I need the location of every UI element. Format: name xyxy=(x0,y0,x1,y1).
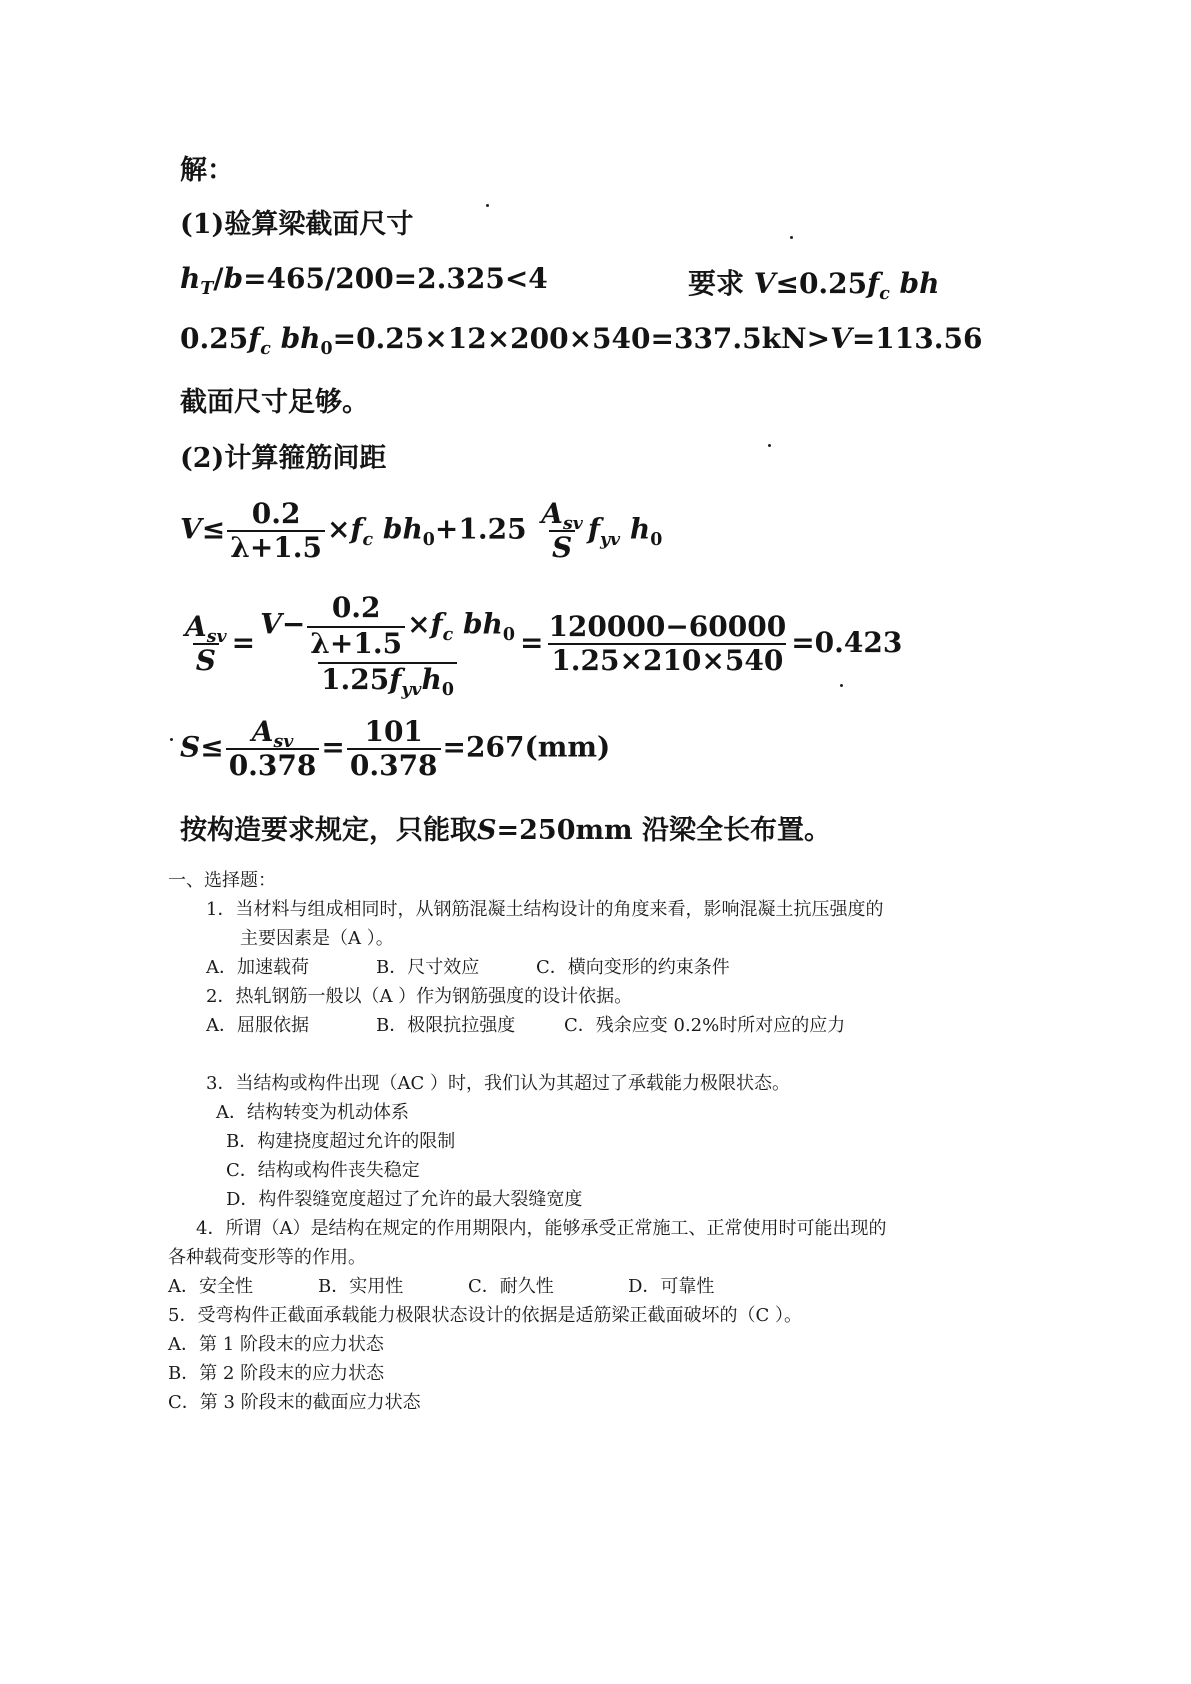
question-3-option-d: D．构件裂缝宽度超过了允许的最大裂缝宽度 xyxy=(226,1189,583,1210)
question-3-option-b: B．构建挠度超过允许的限制 xyxy=(226,1131,456,1152)
option-a: A．加速载荷 xyxy=(206,957,309,978)
question-4-line-1: 4．所谓（A）是结构在规定的作用期限内，能够承受正常施工、正常使用时可能出现的 xyxy=(196,1218,887,1239)
shear-capacity-formula: V≤ $\frac{0.2}{\lambda+1.5}$ $\times f_c$ $bh_0+1.25$ $\frac{A_{sv}}{S}$ $f_{yv}$ $h_0$ xyxy=(180,497,663,565)
step2-heading: (2)计算箍筋间距 xyxy=(180,443,387,474)
option-c: C．残余应变 0.2%时所对应的应力 xyxy=(564,1015,846,1036)
option-c: C．耐久性 xyxy=(468,1276,554,1297)
question-1-options xyxy=(206,953,730,979)
question-1-line-1: 1．当材料与组成相同时，从钢筋混凝土结构设计的角度来看，影响混凝土抗压强度的 xyxy=(206,899,884,920)
question-3-option-c: C．结构或构件丧失稳定 xyxy=(226,1160,420,1181)
option-c: C．横向变形的约束条件 xyxy=(536,957,730,978)
question-5-option-c: C．第 3 阶段末的截面应力状态 xyxy=(168,1392,421,1413)
question-2-options xyxy=(206,1011,845,1037)
solution-title: 解： xyxy=(180,155,234,186)
option-b: B．尺寸效应 xyxy=(376,957,480,978)
question-5-option-b: B．第 2 阶段末的应力状态 xyxy=(168,1363,385,1384)
scan-speck xyxy=(840,684,843,687)
question-3-option-a: A．结构转变为机动体系 xyxy=(216,1102,409,1123)
section-title: 一、选择题： xyxy=(168,870,276,891)
scan-speck xyxy=(170,738,173,741)
scan-speck xyxy=(790,236,793,239)
conclusion-section-ok: 截面尺寸足够。 xyxy=(180,387,369,418)
question-3: 3．当结构或构件出现（AC ）时，我们认为其超过了承载能力极限状态。 xyxy=(206,1073,790,1094)
question-4-options xyxy=(168,1272,714,1298)
option-b: B．极限抗拉强度 xyxy=(376,1015,516,1036)
option-d: D．可靠性 xyxy=(628,1276,715,1297)
question-2: 2．热轧钢筋一般以（A ）作为钢筋强度的设计依据。 xyxy=(206,986,633,1007)
question-1-line-2: 主要因素是（A ）。 xyxy=(240,928,394,949)
stirrup-ratio-formula: $\frac{A_{sv}}{S}$ = V− $\frac{0.2}{\lambda+1.5}$ $\times f_c$ $bh_0$ $1.25f_{yv}h_0$ = $\frac{120000-60000}{1.25\times 210\times 540}$ =0.423 xyxy=(185,591,903,701)
option-a: A．安全性 xyxy=(168,1276,253,1297)
requirement-text: 要求 $V\le 0.25f_c$ bh xyxy=(688,267,940,305)
step1-heading: (1)验算梁截面尺寸 xyxy=(180,209,414,240)
question-4-line-2: 各种载荷变形等的作用。 xyxy=(168,1247,366,1268)
scan-speck xyxy=(768,444,771,447)
ht-b-ratio-line: $h_T/b=465/200=2.325<4$ xyxy=(180,262,548,300)
spacing-formula: S≤ $\frac{A_{sv}}{0.378}$ = $\frac{101}{0.378}$ =267(mm) xyxy=(180,715,611,783)
conclusion-spacing: 按构造要求规定，只能取S=250mm 沿梁全长布置。 xyxy=(180,815,832,846)
option-b: B．实用性 xyxy=(318,1276,404,1297)
question-5-option-a: A．第 1 阶段末的应力状态 xyxy=(168,1334,384,1355)
option-a: A．屈服依据 xyxy=(206,1015,309,1036)
question-5: 5．受弯构件正截面承载能力极限状态设计的依据是适筋梁正截面破坏的（C ）。 xyxy=(168,1305,802,1326)
scan-speck xyxy=(486,204,489,207)
shear-check-line: $0.25f_c$ $bh_0=0.25\times 12\times 200\times 540=337.5kN>V=113.56$ xyxy=(180,322,983,360)
